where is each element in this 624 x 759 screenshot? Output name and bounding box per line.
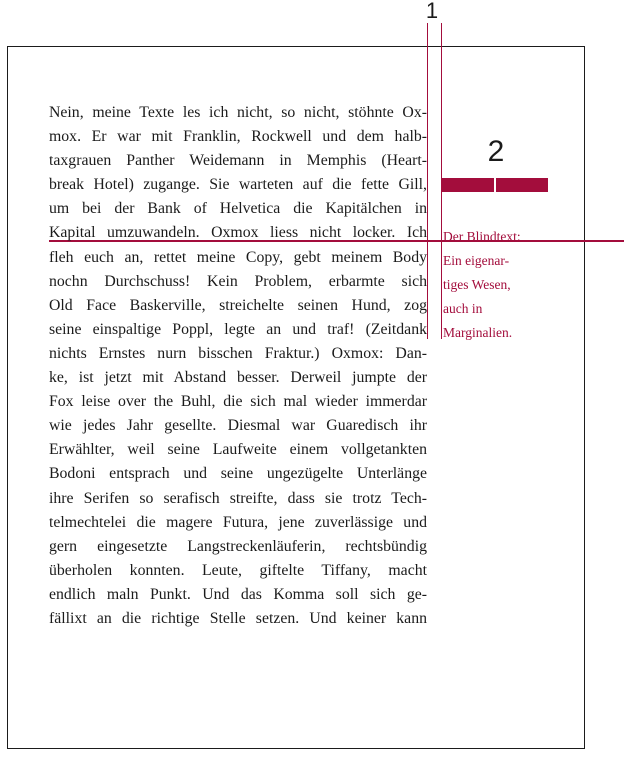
body-text-column: [49, 101, 427, 631]
body-text-line: break Hotel) zugange. Sie warteten auf die fette Gill,: [49, 176, 427, 194]
body-text-line: endlich maln Punkt. Und das Komma soll sich ge-: [49, 585, 427, 603]
body-text-line: wie jedes Jahr gesellte. Diesmal war Guaredisch ihr: [49, 417, 427, 435]
callout-2-label: 2: [487, 135, 505, 168]
marginal-note-line: Ein eigenar-: [443, 253, 510, 269]
margin-column-width-bar-left: [441, 178, 494, 192]
body-text-line: gern eingesetzte Langstreckenläuferin, rechtsbündig: [49, 537, 427, 555]
body-text-line: fällixt an die richtige Stelle setzen. Und keiner kann: [49, 609, 427, 627]
body-text-line: Fox leise over the Buhl, die sich mal wieder immerdar: [49, 393, 427, 411]
body-text-line: ihre Serifen so serafisch streifte, dass sie trotz Tech-: [49, 489, 427, 507]
body-text-line: taxgrauen Panther Weidemann in Memphis (Heart-: [49, 152, 427, 170]
body-text-line: Nein, meine Texte les ich nicht, so nicht, stöhnte Ox-: [49, 104, 427, 121]
body-text-line: nochn Durchschuss! Kein Problem, erbarmte sich: [49, 272, 427, 290]
marginal-note-line: tiges Wesen,: [443, 277, 511, 293]
body-text-line: Bodoni entsprach und seine ungezügelte Unterlänge: [49, 465, 427, 483]
callout-1-label: 1: [425, 0, 439, 23]
body-text-line: seine einspaltige Poppl, legte an und traf! (Zeitdank: [49, 320, 427, 338]
marginal-note-line: Der Blindtext:: [443, 229, 521, 244]
body-text-line: nichts Ernstes nurn bisschen Fraktur.) Oxmox: Dan-: [49, 344, 427, 362]
marginal-note-line: Marginalien.: [443, 325, 513, 341]
body-text-line: um bei der Bank of Helvetica die Kapitälchen in: [49, 200, 427, 218]
margin-column-width-bar-right: [496, 178, 548, 192]
body-text-line: fleh euch an, rettet meine Copy, gebt meinem Body: [49, 248, 427, 266]
body-text-line: Kapital umzuwandeln. Oxmox liess nicht locker. Ich: [49, 224, 427, 242]
body-text-line: überholen konnten. Leute, giftelte Tiffany, macht: [49, 561, 427, 579]
marginal-note: [443, 225, 543, 345]
body-text-line: ke, ist jetzt mit Abstand besser. Derweil jumpte der: [49, 369, 427, 387]
body-text-line: Erwählter, weil seine Laufweite einem vollgetankten: [49, 441, 427, 459]
marginal-note-line: auch in: [443, 301, 483, 317]
body-text-line: telmechtelei die magere Futura, jene zuverlässige und: [49, 513, 427, 531]
body-text-line: Old Face Baskerville, streichelte seinen Hund, zog: [49, 296, 427, 314]
body-text-line: mox. Er war mit Franklin, Rockwell und dem halb-: [49, 128, 427, 146]
